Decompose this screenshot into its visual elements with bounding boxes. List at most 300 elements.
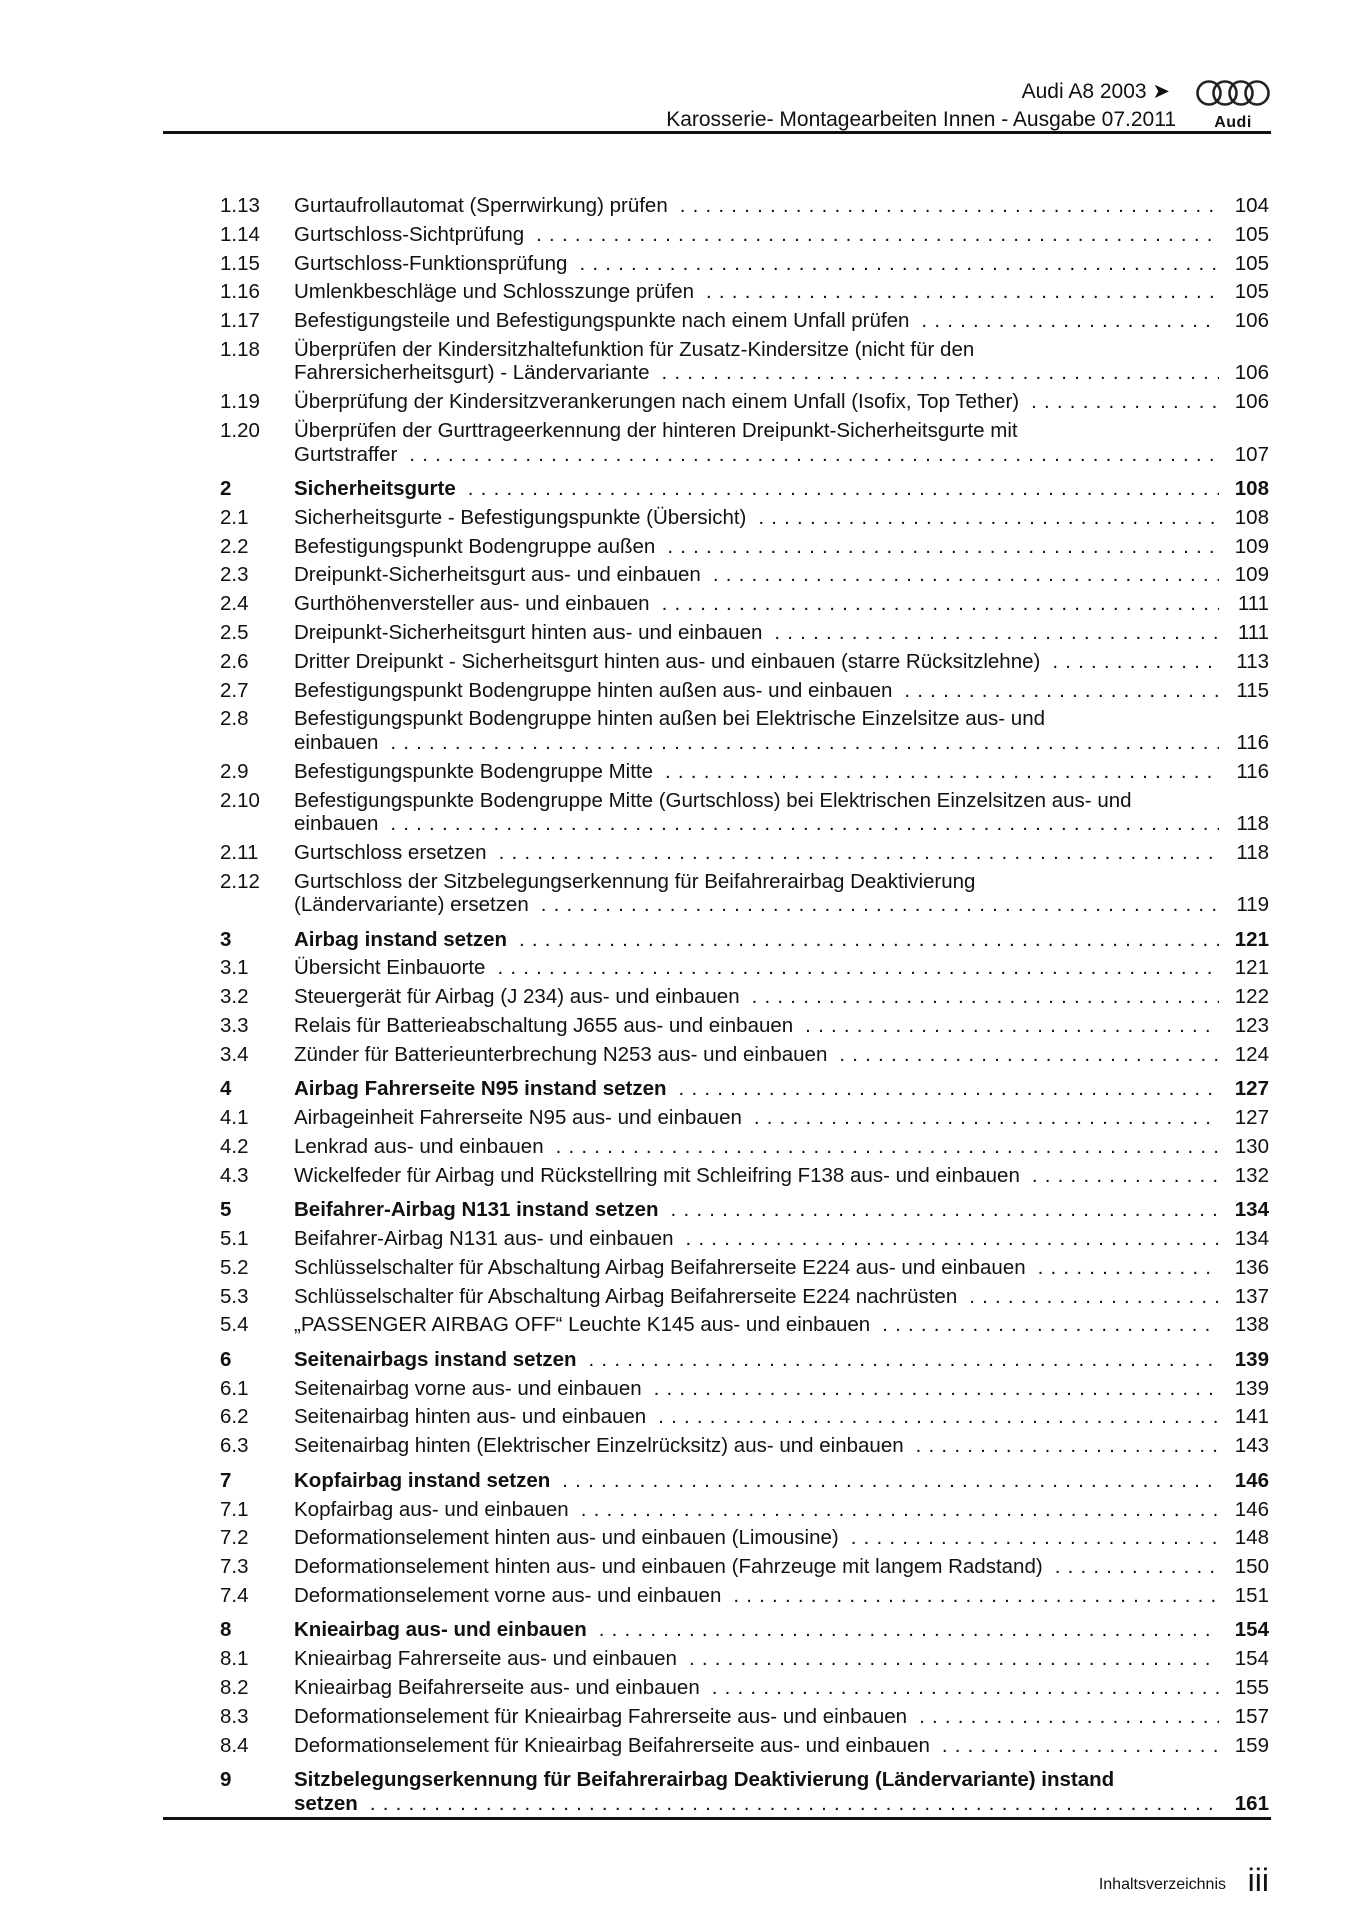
toc-chapter-entry[interactable] <box>220 1198 1269 1227</box>
toc-entry[interactable] <box>220 309 1269 338</box>
toc-entry-number: 8 <box>220 1618 232 1642</box>
toc-entry-page: 143 <box>1234 1434 1269 1458</box>
toc-entry-number: 5.1 <box>220 1226 249 1250</box>
toc-entry-last-line <box>294 679 1269 703</box>
toc-entry-title: Sicherheitsgurte - Befestigungspunkte (Übersicht) <box>294 505 747 529</box>
header-subtitle: Karosserie- Montagearbeiten Innen - Ausgabe 07.2011 <box>666 108 1176 131</box>
toc-entry-page: 154 <box>1234 1647 1269 1671</box>
toc-entry-page: 106 <box>1234 309 1269 333</box>
toc-entry-title: Deformationselement hinten aus- und einbauen (Limousine) <box>294 1526 839 1550</box>
toc-entry-title-line: Überprüfen der Kindersitzhaltefunktion für Zusatz-Kindersitze (nicht für den <box>294 337 975 361</box>
toc-entry-number: 2.4 <box>220 592 249 616</box>
toc-entry-body <box>294 789 1269 836</box>
toc-entry-body <box>294 1526 1269 1550</box>
toc-entry-last-line <box>294 563 1269 587</box>
toc-entry-number: 2.8 <box>220 707 249 731</box>
toc-entry[interactable] <box>220 1584 1269 1613</box>
toc-entry[interactable] <box>220 1256 1269 1285</box>
toc-chapter-entry[interactable] <box>220 1348 1269 1377</box>
toc-entry-number: 7.3 <box>220 1555 249 1579</box>
toc-entry-last-line <box>294 1792 1269 1816</box>
toc-chapter-entry[interactable] <box>220 1618 1269 1647</box>
toc-entry-number: 9 <box>220 1768 232 1792</box>
toc-entry[interactable] <box>220 985 1269 1014</box>
toc-entry-last-line <box>294 194 1269 218</box>
toc-entry-number: 8.1 <box>220 1647 249 1671</box>
toc-entry-number: 8.4 <box>220 1733 249 1757</box>
dot-leader <box>774 621 1219 645</box>
toc-entry-last-line <box>294 1526 1269 1550</box>
dot-leader <box>658 1405 1219 1429</box>
toc-entry-page: 146 <box>1234 1497 1269 1521</box>
toc-entry-title: „PASSENGER AIRBAG OFF“ Leuchte K145 aus- und einbauen <box>294 1313 871 1337</box>
toc-entry-last-line <box>294 280 1269 304</box>
toc-entry-number: 2.5 <box>220 621 249 645</box>
toc-entry[interactable] <box>220 1106 1269 1135</box>
toc-entry-page: 154 <box>1234 1618 1269 1642</box>
toc-entry-last-line <box>294 1043 1269 1067</box>
toc-entry[interactable] <box>220 841 1269 870</box>
toc-entry-title: Knieairbag Fahrerseite aus- und einbauen <box>294 1647 677 1671</box>
toc-entry-last-line <box>294 1555 1269 1579</box>
toc-entry-title: Schlüsselschalter für Abschaltung Airbag Beifahrerseite E224 nachrüsten <box>294 1284 958 1308</box>
toc-chapter-entry[interactable] <box>220 1768 1269 1820</box>
toc-entry-title: Seitenairbag hinten aus- und einbauen <box>294 1405 647 1429</box>
toc-entry[interactable] <box>220 563 1269 592</box>
toc-entry[interactable] <box>220 679 1269 708</box>
toc-entry-title: Knieairbag Beifahrerseite aus- und einbauen <box>294 1675 700 1699</box>
toc-entry-number: 1.14 <box>220 222 260 246</box>
toc-entry-last-line <box>294 1584 1269 1608</box>
footer-rule <box>163 1817 1271 1820</box>
toc-entry-number: 7.1 <box>220 1497 249 1521</box>
toc-entry-last-line <box>294 477 1269 501</box>
toc-entry[interactable] <box>220 1647 1269 1676</box>
header-model: Audi A8 2003 ➤ <box>1021 80 1170 103</box>
toc-entry-last-line <box>294 1164 1269 1188</box>
toc-chapter-entry[interactable] <box>220 1469 1269 1498</box>
dot-leader <box>667 535 1219 559</box>
dot-leader <box>499 841 1219 865</box>
toc-entry-page: 104 <box>1234 194 1269 217</box>
toc-entry[interactable] <box>220 707 1269 759</box>
toc-entry[interactable] <box>220 956 1269 985</box>
toc-entry-number: 3.2 <box>220 985 249 1009</box>
toc-entry-last-line <box>294 1734 1269 1758</box>
toc-entry-body <box>294 621 1269 645</box>
toc-entry-last-line <box>294 893 1269 917</box>
toc-entry-page: 121 <box>1234 927 1269 951</box>
toc-chapter-entry[interactable] <box>220 1077 1269 1106</box>
toc-entry-last-line <box>294 1313 1269 1337</box>
dot-leader <box>556 1135 1219 1159</box>
toc-entry[interactable] <box>220 1164 1269 1193</box>
toc-entry-page: 121 <box>1234 956 1269 980</box>
toc-entry-number: 4 <box>220 1077 232 1101</box>
toc-entry[interactable] <box>220 1555 1269 1584</box>
toc-entry-body <box>294 1676 1269 1700</box>
toc-entry-title: Gurtschloss-Sichtprüfung <box>294 222 525 246</box>
toc-entry-last-line <box>294 443 1269 467</box>
toc-entry-last-line <box>294 506 1269 530</box>
toc-entry-last-line <box>294 1106 1269 1130</box>
toc-entry-title: Deformationselement für Knieairbag Beifahrerseite aus- und einbauen <box>294 1733 930 1757</box>
toc-entry-last-line <box>294 1198 1269 1222</box>
toc-entry-page: 105 <box>1234 280 1269 304</box>
toc-entry-body <box>294 650 1269 674</box>
toc-entry-title: Steuergerät für Airbag (J 234) aus- und einbauen <box>294 985 740 1009</box>
toc-entry[interactable] <box>220 1498 1269 1527</box>
toc-entry-body <box>294 1313 1269 1337</box>
toc-entry-number: 1.15 <box>220 251 260 275</box>
toc-chapter-entry[interactable] <box>220 928 1269 957</box>
toc-entry-title: Befestigungsteile und Befestigungspunkte nach einem Unfall prüfen <box>294 309 910 333</box>
toc-entry-body <box>294 1647 1269 1671</box>
toc-entry-last-line <box>294 731 1269 755</box>
toc-entry-body <box>294 679 1269 703</box>
dot-leader <box>752 985 1219 1009</box>
dot-leader <box>713 563 1219 587</box>
toc-entry-title: Umlenkbeschläge und Schlosszunge prüfen <box>294 280 695 304</box>
toc-entry-number: 6.1 <box>220 1376 249 1400</box>
dot-leader <box>919 1705 1219 1729</box>
toc-entry-body <box>294 1256 1269 1280</box>
dot-leader <box>541 893 1219 917</box>
toc-entry[interactable] <box>220 1705 1269 1734</box>
toc-entry-page: 119 <box>1236 893 1269 917</box>
toc-entry-title: einbauen <box>294 812 379 836</box>
toc-entry-body <box>294 1405 1269 1429</box>
toc-entry[interactable] <box>220 194 1269 223</box>
toc-entry-body <box>294 223 1269 247</box>
toc-entry-page: 105 <box>1234 222 1269 246</box>
toc-entry-number: 3.1 <box>220 956 249 980</box>
toc-entry-title: Dritter Dreipunkt - Sicherheitsgurt hinten aus- und einbauen (starre Rücksitzlehne) <box>294 649 1041 673</box>
toc-entry-body <box>294 760 1269 784</box>
dot-leader <box>754 1106 1219 1130</box>
toc-entry-title: Relais für Batterieabschaltung J655 aus- und einbauen <box>294 1014 794 1037</box>
toc-entry-title: (Ländervariante) ersetzen <box>294 893 529 917</box>
dot-leader <box>916 1434 1219 1458</box>
toc-entry[interactable] <box>220 1313 1269 1342</box>
toc-entry-number: 2.11 <box>220 840 259 864</box>
audi-rings-icon <box>1195 78 1271 108</box>
toc-entry-number: 7.4 <box>220 1583 249 1607</box>
toc-entry-page: 134 <box>1234 1226 1269 1250</box>
dot-leader <box>536 223 1219 247</box>
toc-entry-page: 113 <box>1236 649 1269 673</box>
dot-leader <box>921 309 1219 333</box>
toc-entry-body <box>294 1618 1269 1642</box>
toc-entry[interactable] <box>220 870 1269 922</box>
toc-entry-title: Airbag Fahrerseite N95 instand setzen <box>294 1077 667 1101</box>
toc-entry[interactable] <box>220 650 1269 679</box>
dot-leader <box>519 928 1219 952</box>
dot-leader <box>579 252 1219 276</box>
toc-entry[interactable] <box>220 1377 1269 1406</box>
toc-entry-page: 111 <box>1237 592 1269 616</box>
toc-entry-body <box>294 870 1269 917</box>
toc-entry[interactable] <box>220 280 1269 309</box>
toc-entry-number: 2.6 <box>220 649 249 673</box>
toc-entry-page: 139 <box>1234 1347 1269 1371</box>
toc-entry[interactable] <box>220 789 1269 841</box>
toc-entry-number: 2.1 <box>220 505 249 529</box>
toc-entry-body <box>294 985 1269 1009</box>
toc-entry-body <box>294 309 1269 333</box>
dot-leader <box>805 1014 1219 1038</box>
toc-entry-title: Gurtaufrollautomat (Sperrwirkung) prüfen <box>294 194 668 217</box>
toc-entry-last-line <box>294 812 1269 836</box>
toc-entry-page: 123 <box>1234 1014 1269 1037</box>
toc-entry-number: 1.17 <box>220 309 260 333</box>
toc-entry[interactable] <box>220 419 1269 471</box>
toc-entry-title: Zünder für Batterieunterbrechung N253 aus- und einbauen <box>294 1042 828 1066</box>
toc-entry-title: Gurtschloss-Funktionsprüfung <box>294 251 568 275</box>
toc-entry-body <box>294 1498 1269 1522</box>
toc-entry[interactable] <box>220 506 1269 535</box>
toc-entry-number: 1.18 <box>220 337 260 361</box>
toc-entry-title: Befestigungspunkt Bodengruppe außen <box>294 534 656 558</box>
toc-entry-title: Deformationselement für Knieairbag Fahrerseite aus- und einbauen <box>294 1704 908 1728</box>
dot-leader <box>689 1647 1219 1671</box>
toc-entry-body <box>294 1348 1269 1372</box>
toc-entry-last-line <box>294 1348 1269 1372</box>
toc-entry-last-line <box>294 1676 1269 1700</box>
dot-leader <box>686 1227 1219 1251</box>
toc-entry-last-line <box>294 841 1269 865</box>
dot-leader <box>758 506 1219 530</box>
toc-entry-number: 6 <box>220 1347 232 1371</box>
toc-entry[interactable] <box>220 1043 1269 1072</box>
toc-entry-number: 1.13 <box>220 194 260 217</box>
toc-entry-body <box>294 1014 1269 1038</box>
toc-entry-title: Airbageinheit Fahrerseite N95 aus- und einbauen <box>294 1106 742 1130</box>
toc-entry-page: 148 <box>1234 1526 1269 1550</box>
toc-entry-body <box>294 1469 1269 1493</box>
dot-leader <box>679 1077 1219 1101</box>
toc-entry-page: 118 <box>1236 812 1269 836</box>
dot-leader <box>680 194 1219 218</box>
toc-entry-title: einbauen <box>294 730 379 754</box>
toc-entry-number: 2.9 <box>220 759 249 783</box>
toc-entry-title: Dreipunkt-Sicherheitsgurt hinten aus- und einbauen <box>294 621 763 645</box>
toc-entry-number: 2.12 <box>220 869 260 893</box>
toc-entry[interactable] <box>220 1676 1269 1705</box>
toc-entry[interactable] <box>220 1014 1269 1043</box>
toc-entry[interactable] <box>220 1227 1269 1256</box>
toc-entry[interactable] <box>220 1434 1269 1463</box>
toc-entry-title: Gurthöhenversteller aus- und einbauen <box>294 592 650 616</box>
toc-entry-last-line <box>294 592 1269 616</box>
dot-leader <box>665 760 1219 784</box>
toc-chapter-entry[interactable] <box>220 477 1269 506</box>
toc-entry-number: 5.3 <box>220 1284 249 1308</box>
toc-entry-body <box>294 1227 1269 1251</box>
toc-entry-last-line <box>294 1135 1269 1159</box>
toc-entry-last-line <box>294 1377 1269 1401</box>
toc-entry-body <box>294 280 1269 304</box>
dot-leader <box>1032 1164 1219 1188</box>
toc-entry-number: 5.2 <box>220 1255 249 1279</box>
toc-entry-number: 6.2 <box>220 1405 249 1429</box>
toc-entry-page: 115 <box>1236 678 1269 702</box>
dot-leader <box>468 477 1219 501</box>
toc-entry-body <box>294 1734 1269 1758</box>
toc-entry-body <box>294 1106 1269 1130</box>
toc-entry-page: 130 <box>1234 1134 1269 1158</box>
toc-entry-body <box>294 1077 1269 1101</box>
toc-entry[interactable] <box>220 1405 1269 1434</box>
dot-leader <box>942 1734 1219 1758</box>
toc-entry-last-line <box>294 760 1269 784</box>
toc-entry-last-line <box>294 1705 1269 1729</box>
toc-entry[interactable] <box>220 1285 1269 1314</box>
toc-entry-title: Dreipunkt-Sicherheitsgurt aus- und einbauen <box>294 563 701 587</box>
toc-entry-number: 3.3 <box>220 1014 249 1037</box>
dot-leader <box>370 1792 1219 1816</box>
toc-entry-page: 137 <box>1234 1284 1269 1308</box>
dot-leader <box>409 443 1219 467</box>
toc-entry-number: 7.2 <box>220 1526 249 1550</box>
dot-leader <box>904 679 1219 703</box>
toc-entry[interactable] <box>220 1526 1269 1555</box>
toc-entry[interactable] <box>220 592 1269 621</box>
toc-entry-body <box>294 592 1269 616</box>
toc-entry-page: 132 <box>1234 1163 1269 1187</box>
toc-entry-title-line: Überprüfen der Gurttrageerkennung der hinteren Dreipunkt-Sicherheitsgurte mit <box>294 419 1018 443</box>
toc-entry-last-line <box>294 1227 1269 1251</box>
toc-entry-body <box>294 1584 1269 1608</box>
toc-entry-page: 157 <box>1234 1704 1269 1728</box>
toc-entry-page: 108 <box>1234 505 1269 529</box>
dot-leader <box>562 1469 1219 1493</box>
toc-entry[interactable] <box>220 1734 1269 1763</box>
toc-entry-body <box>294 1135 1269 1159</box>
dot-leader <box>712 1676 1219 1700</box>
toc-entry[interactable] <box>220 760 1269 789</box>
toc-entry-page: 127 <box>1234 1077 1269 1101</box>
toc-entry-title: Gurtschloss ersetzen <box>294 840 487 864</box>
toc-entry-last-line <box>294 1498 1269 1522</box>
toc-entry-body <box>294 707 1269 754</box>
toc-entry-body <box>294 419 1269 466</box>
toc-entry-number: 4.2 <box>220 1134 249 1158</box>
toc-entry-title: Sicherheitsgurte <box>294 477 456 501</box>
toc-entry-number: 8.3 <box>220 1704 249 1728</box>
toc-entry-title: Übersicht Einbauorte <box>294 956 486 980</box>
toc-entry-body <box>294 1198 1269 1222</box>
toc-entry[interactable] <box>220 390 1269 419</box>
toc-entry-last-line <box>294 1285 1269 1309</box>
toc-entry[interactable] <box>220 338 1269 390</box>
dot-leader <box>662 592 1219 616</box>
toc-entry-body <box>294 390 1269 414</box>
toc-entry-number: 2.2 <box>220 534 249 558</box>
dot-leader <box>589 1348 1219 1372</box>
toc-entry-page: 161 <box>1234 1791 1269 1815</box>
toc-entry-title: Wickelfeder für Airbag und Rückstellring mit Schleifring F138 aus- und einbauen <box>294 1163 1020 1187</box>
toc-entry-body <box>294 928 1269 952</box>
toc-entry-last-line <box>294 985 1269 1009</box>
toc-entry-body <box>294 1705 1269 1729</box>
toc-entry-title: Lenkrad aus- und einbauen <box>294 1134 544 1158</box>
toc-entry-number: 1.19 <box>220 390 260 414</box>
toc-entry-last-line <box>294 621 1269 645</box>
toc-entry-body <box>294 1434 1269 1458</box>
toc-entry-last-line <box>294 535 1269 559</box>
toc-entry-title: setzen <box>294 1791 358 1815</box>
toc-entry-title-line: Gurtschloss der Sitzbelegungserkennung für Beifahrerairbag Deaktivierung <box>294 869 976 893</box>
toc-entry-page: 106 <box>1234 390 1269 414</box>
toc-entry-body <box>294 1555 1269 1579</box>
toc-entry[interactable] <box>220 1135 1269 1164</box>
toc-entry[interactable] <box>220 535 1269 564</box>
toc-entry-page: 118 <box>1236 840 1269 864</box>
toc-entry-title: Überprüfung der Kindersitzverankerungen nach einem Unfall (Isofix, Top Tether) <box>294 390 1020 414</box>
toc-entry-title: Deformationselement hinten aus- und einbauen (Fahrzeuge mit langem Radstand) <box>294 1555 1043 1579</box>
toc-entry-body <box>294 563 1269 587</box>
toc-entry-title: Befestigungspunkte Bodengruppe Mitte <box>294 759 654 783</box>
footer-page-number: iii <box>1247 1862 1269 1898</box>
toc-entry-number: 5 <box>220 1198 232 1222</box>
toc-entry-title: Deformationselement vorne aus- und einbauen <box>294 1583 722 1607</box>
toc-entry-last-line <box>294 252 1269 276</box>
toc-entry-title-line: Befestigungspunkte Bodengruppe Mitte (Gurtschloss) bei Elektrischen Einzelsitzen aus- und <box>294 788 1132 812</box>
toc-entry-page: 138 <box>1234 1313 1269 1337</box>
toc-entry-title: Seitenairbag vorne aus- und einbauen <box>294 1376 642 1400</box>
toc-entry[interactable] <box>220 223 1269 252</box>
toc-entry-page: 155 <box>1234 1675 1269 1699</box>
toc-entry-body <box>294 477 1269 501</box>
toc-entry-body <box>294 338 1269 385</box>
toc-entry-last-line <box>294 223 1269 247</box>
toc-entry-page: 159 <box>1234 1733 1269 1757</box>
audi-logo <box>1195 78 1271 134</box>
toc-entry-number: 3.4 <box>220 1042 249 1066</box>
toc-entry-title: Knieairbag aus- und einbauen <box>294 1618 587 1642</box>
toc-entry-body <box>294 1768 1269 1815</box>
toc-entry-title: Fahrersicherheitsgurt) - Ländervariante <box>294 361 650 385</box>
toc-entry-page: 109 <box>1234 534 1269 558</box>
dot-leader <box>654 1377 1219 1401</box>
toc-entry-body <box>294 535 1269 559</box>
toc-entry[interactable] <box>220 252 1269 281</box>
toc-entry-body <box>294 506 1269 530</box>
dot-leader <box>733 1584 1219 1608</box>
toc-entry-last-line <box>294 390 1269 414</box>
toc-entry-last-line <box>294 1469 1269 1493</box>
toc-entry-page: 106 <box>1234 361 1269 385</box>
toc-entry-page: 139 <box>1234 1376 1269 1400</box>
toc-entry-title: Beifahrer-Airbag N131 aus- und einbauen <box>294 1226 674 1250</box>
dot-leader <box>671 1198 1219 1222</box>
dot-leader <box>662 361 1220 385</box>
toc-entry-page: 141 <box>1234 1405 1269 1429</box>
toc-entry-page: 109 <box>1234 563 1269 587</box>
dot-leader <box>1055 1555 1219 1579</box>
toc-entry-body <box>294 252 1269 276</box>
toc-entry[interactable] <box>220 621 1269 650</box>
toc-entry-title: Schlüsselschalter für Abschaltung Airbag Beifahrerseite E224 aus- und einbauen <box>294 1255 1026 1279</box>
toc-entry-body <box>294 956 1269 980</box>
toc-entry-last-line <box>294 1014 1269 1038</box>
logo-text: Audi <box>1214 114 1252 131</box>
toc-entry-last-line <box>294 928 1269 952</box>
dot-leader <box>839 1043 1219 1067</box>
toc-entry-body <box>294 1164 1269 1188</box>
toc-entry-number: 8.2 <box>220 1675 249 1699</box>
